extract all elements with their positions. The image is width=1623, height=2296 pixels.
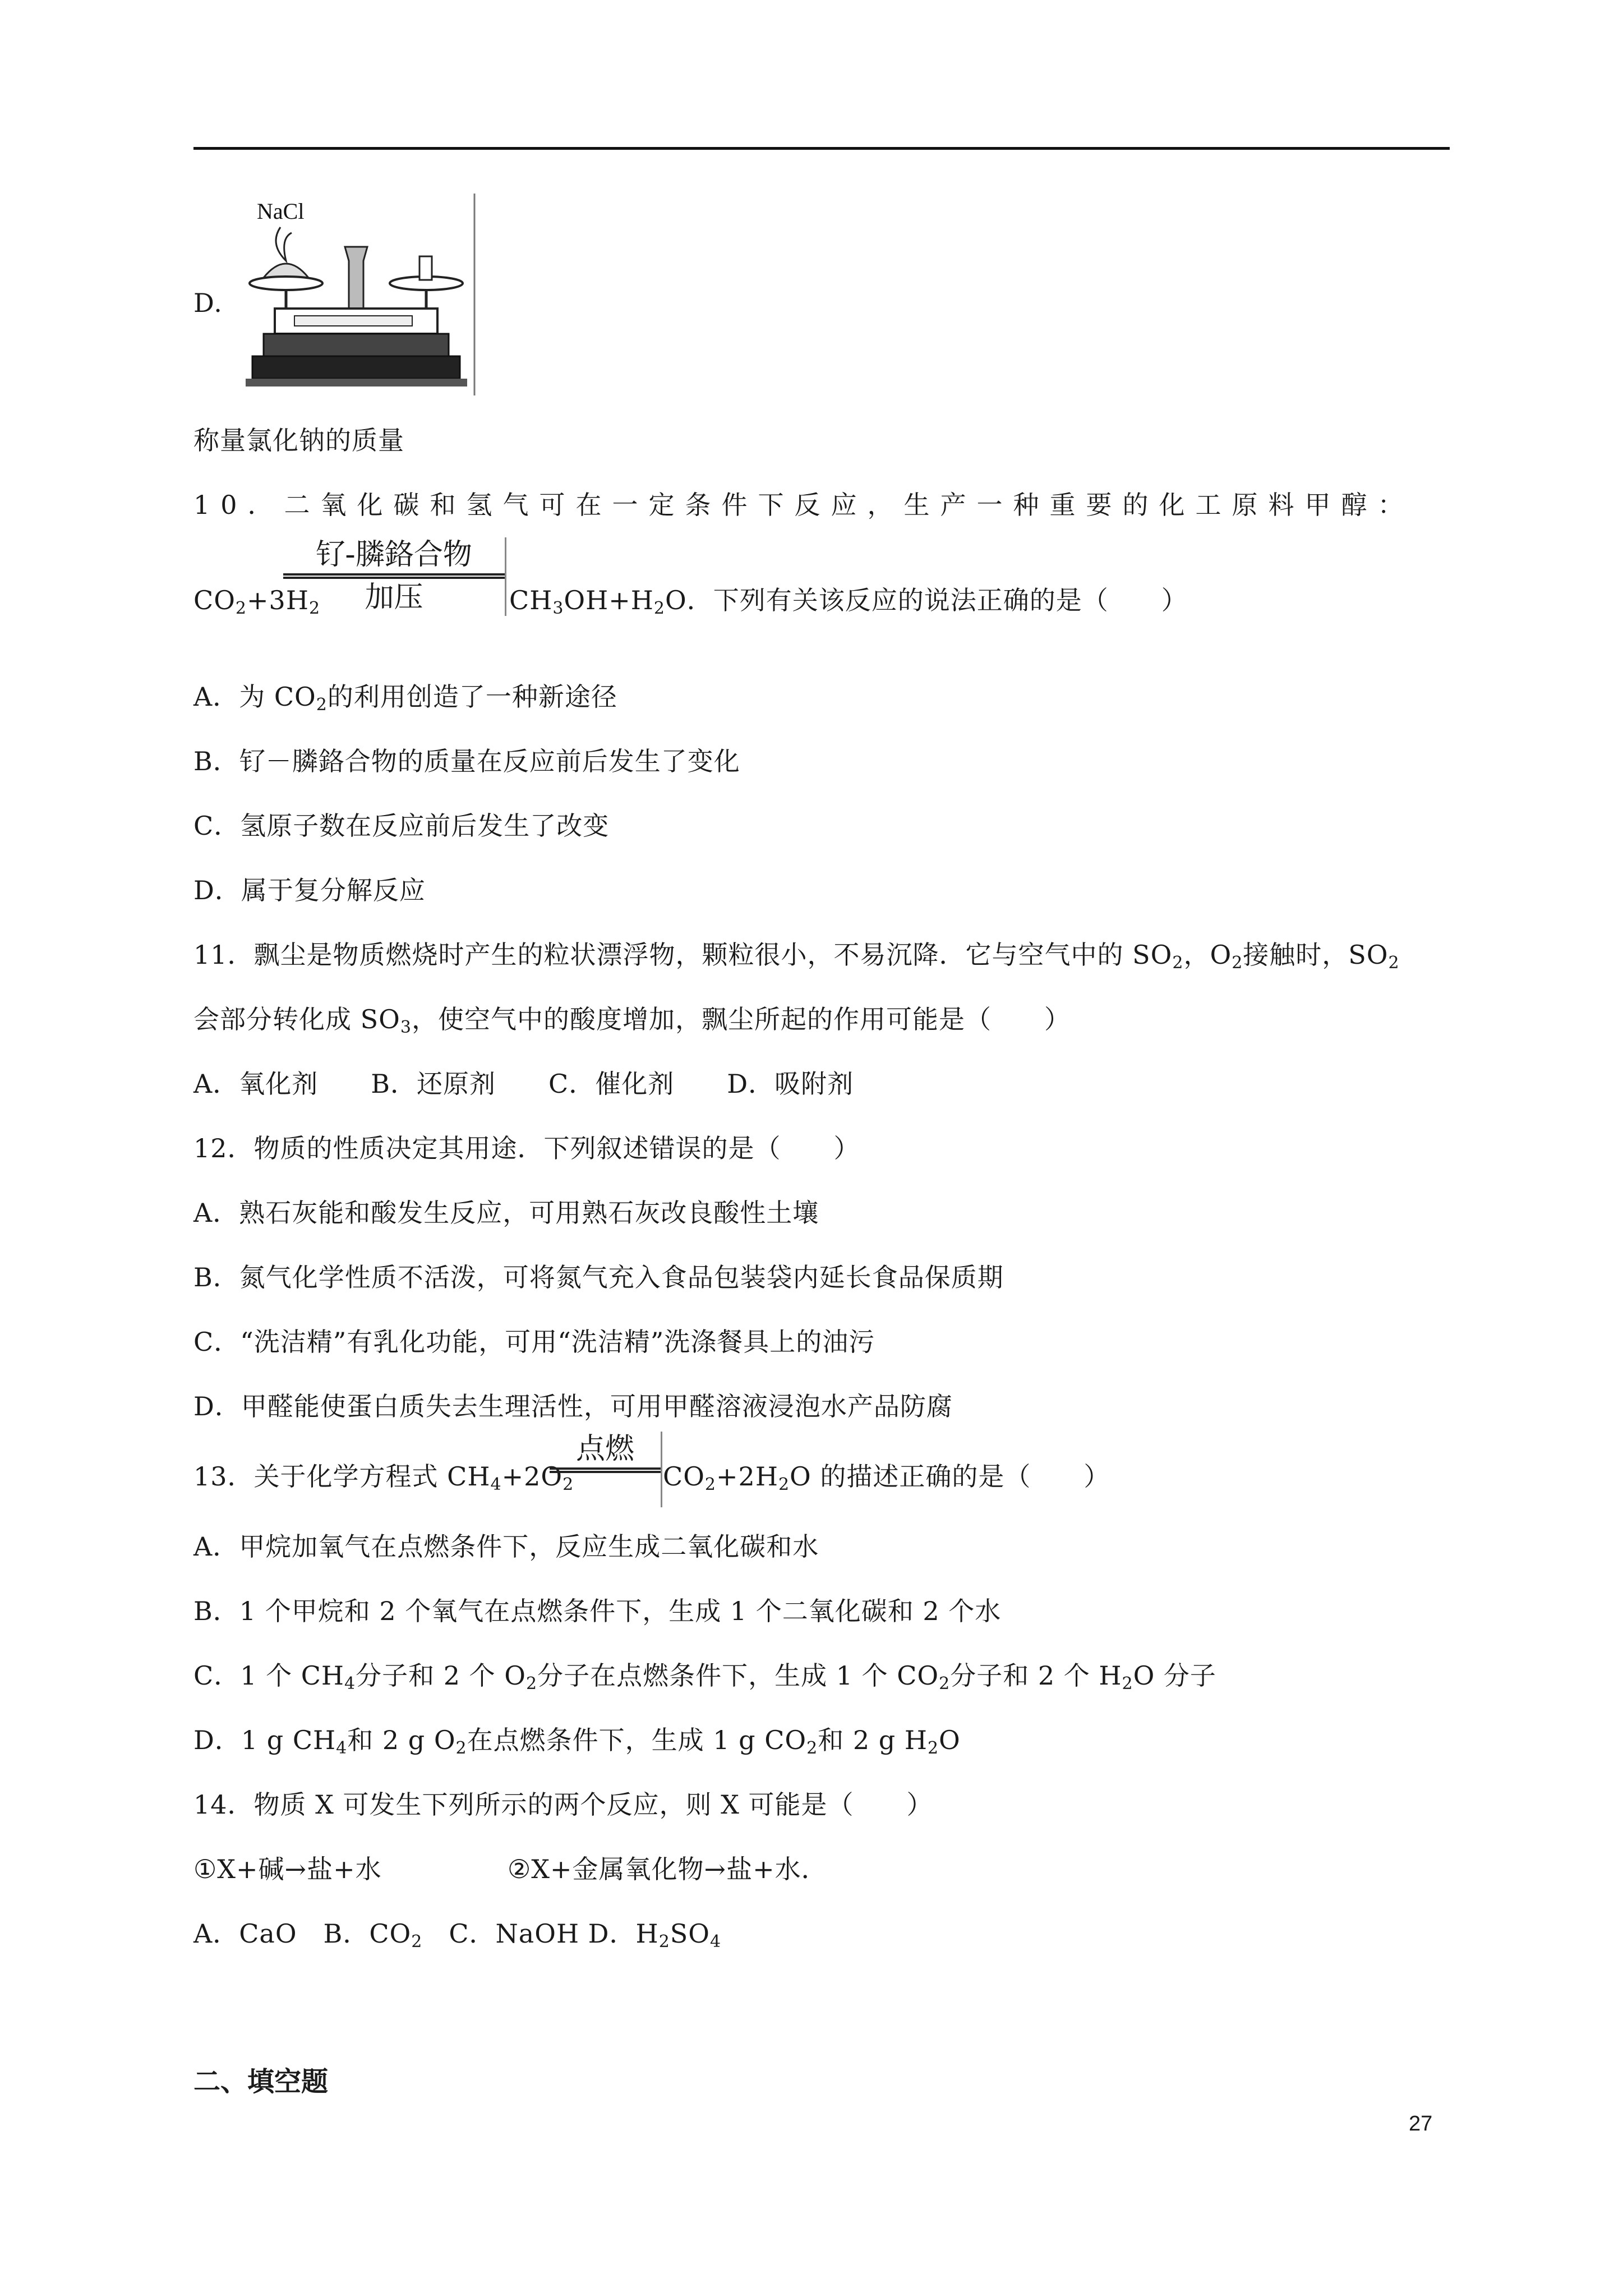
q10-equation: $CO_2+3H_2$ — [193, 585, 321, 618]
q11-stem-line2: 会部分转化成 $SO_3$，使空气中的酸度增加，飘尘所起的作用可能是（ ） — [193, 1004, 1071, 1037]
q10-pressure-condition: 加压 — [365, 581, 423, 614]
q12-stem: 12．物质的性质决定其用途．下列叙述错误的是（ ） — [193, 1133, 860, 1163]
q10-option-c: C．氢原子数在反应前后发生了改变 — [193, 811, 610, 841]
q13-ignition-condition: 点燃 — [575, 1432, 634, 1466]
q12-option-a: A．熟石灰能和酸发生反应，可用熟石灰改良酸性土壤 — [193, 1198, 819, 1228]
q10-option-a: A．为 $CO_2$的利用创造了一种新途径 — [193, 682, 617, 715]
condition-box-edge — [505, 537, 506, 616]
q13-option-c: C．1 个 $CH_4$分子和 2 个 $O_2$分子在点燃条件下，生成 1 个 $CO_2$分子和 2 个 $H_2O$ 分子 — [193, 1660, 1216, 1694]
q10-equation-right: $CH_3OH+H_2O$．下列有关该反应的说法正确的是（ ） — [509, 585, 1188, 618]
figure-caption: 称量氯化钠的质量 — [193, 425, 404, 455]
q14-options: A．CaO B．$CO_2$ C．NaOH D．$H_2SO_4$ — [193, 1918, 722, 1952]
balance-scale-icon — [241, 194, 476, 395]
option-d-label: D. — [193, 288, 223, 318]
header-rule — [193, 147, 1450, 150]
q10-stem: 10．二氧化碳和氢气可在一定条件下反应，生产一种重要的化工原料甲醇： — [193, 490, 1414, 520]
q10-option-d: D．属于复分解反应 — [193, 875, 426, 905]
section-title: 二、填空题 — [193, 2066, 329, 2097]
q12-option-b: B．氮气化学性质不活泼，可将氮气充入食品包装袋内延长食品保质期 — [193, 1262, 1004, 1292]
q12-option-d: D．甲醛能使蛋白质失去生理活性，可用甲醛溶液浸泡水产品防腐 — [193, 1391, 953, 1421]
q12-option-c: C．“洗洁精”有乳化功能，可用“洗洁精”洗涤餐具上的油污 — [193, 1327, 875, 1357]
q10-catalyst: 钌-膦鉻合物 — [316, 538, 472, 572]
q14-reaction-1: ①X+碱→盐+水 — [193, 1854, 382, 1884]
q13-stem-right: $CO_2+2H_2O$ 的描述正确的是（ ） — [663, 1461, 1110, 1494]
q13-option-d: D．1 g $CH_4$和 2 g $O_2$在点燃条件下，生成 1 g $CO_2$和 2 g $H_2O$ — [193, 1725, 961, 1758]
nacl-label: NaCl — [257, 199, 305, 224]
q13-option-a: A．甲烷加氧气在点燃条件下，反应生成二氧化碳和水 — [193, 1531, 819, 1562]
condition-box-edge — [661, 1432, 662, 1507]
q13-stem-left: 13．关于化学方程式 $CH_4+2O_2$ — [193, 1461, 574, 1494]
page-number: 27 — [1409, 2112, 1433, 2136]
q11-options: A．氧化剂 B．还原剂 C．催化剂 D．吸附剂 — [193, 1069, 854, 1099]
equals-arrow-icon — [283, 573, 505, 579]
q10-reaction-condition — [283, 537, 505, 615]
balance-figure — [241, 194, 476, 395]
q14-reaction-2: ②X+金属氧化物→盐+水． — [508, 1854, 828, 1884]
q14-stem: 14．物质 X 可发生下列所示的两个反应，则 X 可能是（ ） — [193, 1789, 933, 1820]
q11-stem-line1: 11．飘尘是物质燃烧时产生的粒状漂浮物，颗粒很小，不易沉降．它与空气中的 $SO_2$，$O_2$接触时，$SO_2$ — [193, 940, 1400, 973]
q10-option-b: B．钌－膦鉻合物的质量在反应前后发生了变化 — [193, 746, 740, 776]
q13-reaction-condition — [550, 1432, 661, 1474]
q13-option-b: B．1 个甲烷和 2 个氧气在点燃条件下，生成 1 个二氧化碳和 2 个水 — [193, 1596, 1002, 1626]
equals-arrow-icon — [550, 1467, 661, 1473]
